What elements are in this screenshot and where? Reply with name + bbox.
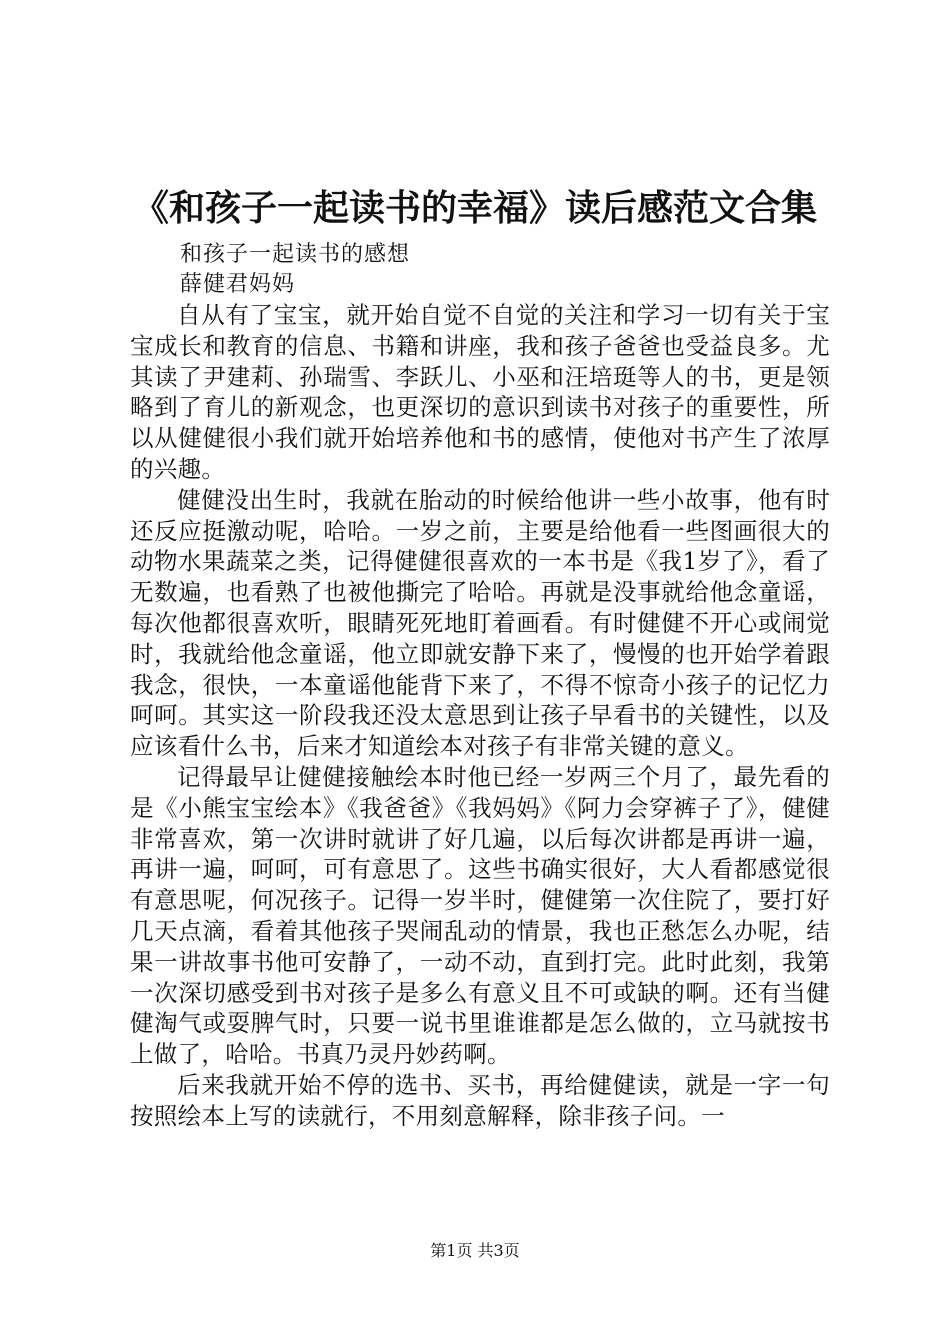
document-title: 《和孩子一起读书的幸福》读后感范文合集 (132, 187, 817, 229)
paragraph: 记得最早让健健接触绘本时他已经一岁两三个月了，最先看的是《小熊宝宝绘本》《我爸爸》《我妈妈》《阿力会穿裤子了》，健健非常喜欢，第一次讲时就讲了好几遍，以后每次讲都是再讲一遍，再讲一遍，呵呵，可有意思了。这些书确实很好，大人看都感觉很有意思呢，何况孩子。记得一岁半时，健健第一次住院了，要打好几天点滴，看着其他孩子哭闹乱动的情景，我也正愁怎么办呢，结果一讲故事书他可安静了，一动不动，直到打完。此时此刻，我第一次深切感受到书对孩子是多么有意义且不可或缺的啊。还有当健健淘气或耍脾气时，只要一说书里谁谁都是怎么做的，立马就按书上做了，哈哈。书真乃灵丹妙药啊。 (130, 762, 830, 1069)
document-body (130, 300, 830, 1132)
document-author: 薛健君妈妈 (180, 272, 296, 297)
paragraph: 后来我就开始不停的选书、买书，再给健健读，就是一字一句按照绘本上写的读就行，不用刻意解释，除非孩子问。一 (130, 1070, 830, 1130)
paragraph: 自从有了宝宝，就开始自觉不自觉的关注和学习一切有关于宝宝成长和教育的信息、书籍和讲座，我和孩子爸爸也受益良多。尤其读了尹建莉、孙瑞雪、李跃儿、小巫和汪培珽等人的书，更是领略到了育儿的新观念，也更深切的意识到读书对孩子的重要性，所以从健健很小我们就开始培养他和书的感情，使他对书产生了浓厚的兴趣。 (130, 301, 830, 483)
document-subtitle: 和孩子一起读书的感想 (180, 242, 411, 267)
page-footer: 第1页 共3页 (430, 1241, 520, 1260)
paragraph: 健健没出生时，我就在胎动的时候给他讲一些小故事，他有时还反应挺激动呢，哈哈。一岁之前，主要是给他看一些图画很大的动物水果蔬菜之类，记得健健很喜欢的一本书是《我1岁了》，看了无数遍，也看熟了也被他撕完了哈哈。再就是没事就给他念童谣，每次他都很喜欢听，眼睛死死地盯着画看。有时健健不开心或闹觉时，我就给他念童谣，他立即就安静下来了，慢慢的也开始学着跟我念，很快，一本童谣他能背下来了，不得不惊奇小孩子的记忆力呵呵。其实这一阶段我还没太意思到让孩子早看书的关键性，以及应该看什么书，后来才知道绘本对孩子有非常关键的意义。 (130, 485, 830, 761)
